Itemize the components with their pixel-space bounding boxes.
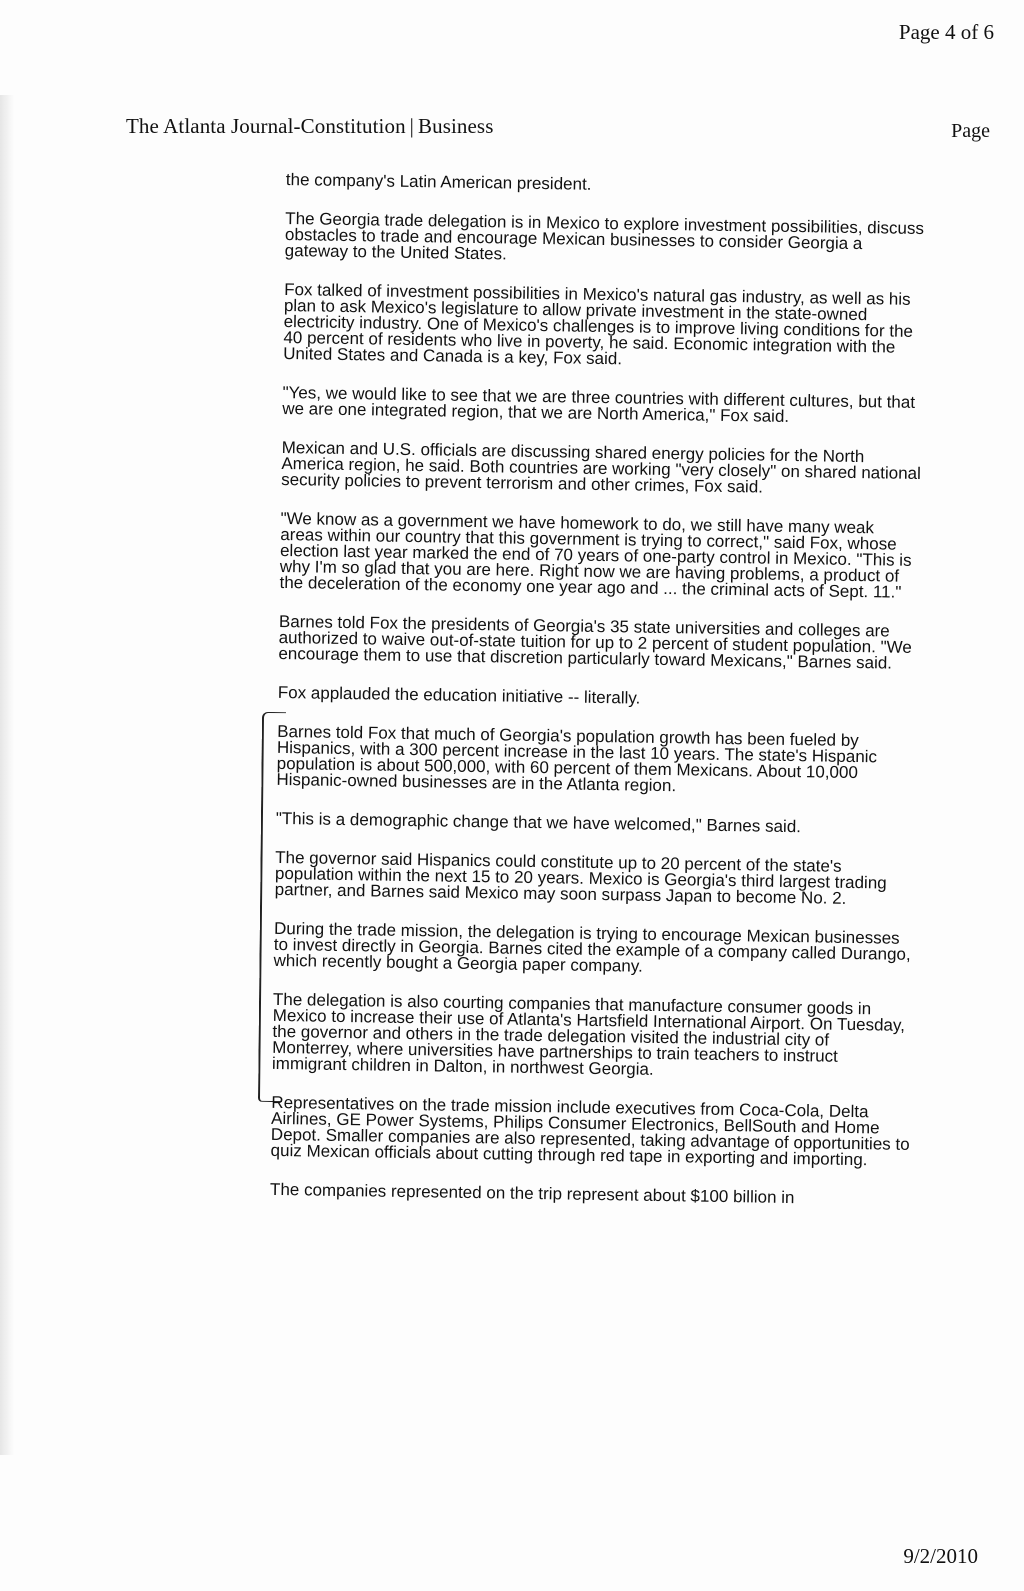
footer-date: 9/2/2010 — [903, 1544, 978, 1568]
paragraph: the company's Latin American president. — [285, 170, 592, 194]
paragraph: Fox talked of investment possibilities in Mexico's natural gas industry, as well as his plan to ask Mexico's legislature to allow private investment in the state-owned electricity industry. One of Mexico's challenges is to improve living conditions for the 40 percent of residents who live in poverty, he said. Economic integration with the United States and Canada is a key, Fox said. — [282, 279, 914, 369]
scan-edge-shadow — [0, 95, 14, 1455]
header-page-label: Page — [951, 120, 990, 142]
paragraph: Barnes told Fox that much of Georgia's population growth has been fueled by Hispanics, with a 300 percent increase in the last 10 years. The state's Hispanic population is about 500,000, with 60 percent of them Mexicans. About 10,000 Hispanic-owned businesses are in the Atlanta region. — [276, 721, 878, 796]
paragraph: Fox applauded the education initiative -- literally. — [277, 682, 641, 708]
masthead — [126, 114, 493, 139]
paragraph: Mexican and U.S. officials are discussing shared energy policies for the North America region, he said. Both countries are working "very closely" on shared national security policies to prevent terrorism and other crimes, Fox said. — [281, 437, 922, 497]
section-name: Business — [417, 114, 494, 138]
paragraph: "We know as a government we have homework to do, we still have many weak areas within our country that this government is trying to correct," said Fox, whose election last year marked the end of 70 years of one-party control in Mexico. "This is why I'm so glad that you are here. Right now we are having problems, a product of the deceleration of the economy one year ago and ... the criminal acts of Sept. 11." — [279, 508, 912, 602]
paragraph: "This is a demographic change that we have welcomed," Barnes said. — [275, 808, 802, 837]
article-body — [270, 172, 926, 1231]
paragraph: The delegation is also courting companies that manufacture consumer goods in Mexico to increase their use of Atlanta's Hartsfield International Airport. On Tuesday, the governor and others in the trade delegation visited the industrial city of Monterrey, where universities have partnerships to train teachers to instruct immigrant children in Dalton, in northwest Georgia. — [271, 989, 906, 1079]
paragraph: During the trade mission, the delegation is trying to encourage Mexican businesses to invest directly in Georgia. Barnes cited the example of a company called Durango, which recently bought a Georgia paper company. — [273, 918, 911, 976]
paragraph: Representatives on the trade mission include executives from Coca-Cola, Delta Airlines, GE Power Systems, Philips Consumer Electronics, BellSouth and Home Depot. Smaller companies are also represented, taking advantage of opportunities to quiz Mexican officials about cutting through red tape in exporting and importing. — [270, 1092, 910, 1170]
paragraph: "Yes, we would like to see that we are three countries with different cultures, but that we are one integrated region, that we are North America," Fox said. — [282, 382, 916, 426]
paragraph: The governor said Hispanics could constitute up to 20 percent of the state's population within the next 15 to 20 years. Mexico is Georgia's third largest trading partner, and Barnes said Mexico may soon surpass Japan to become No. 2. — [274, 847, 887, 908]
paragraph: Barnes told Fox the presidents of Georgia's 35 state universities and colleges are authorized to waive out-of-state tuition for up to 2 percent of student population. "We encourage them to use that discretion particularly toward Mexicans," Barnes said. — [278, 611, 912, 673]
paragraph: The companies represented on the trip represent about $100 billion in — [269, 1179, 795, 1208]
paragraph: The Georgia trade delegation is in Mexico to explore investment possibilities, discuss obstacles to trade and encourage Mexican businesses to consider Georgia a gateway to the United States. — [284, 208, 925, 264]
masthead-separator: | — [409, 114, 414, 138]
page-number: Page 4 of 6 — [898, 20, 994, 44]
publication-name: The Atlanta Journal-Constitution — [126, 114, 406, 138]
